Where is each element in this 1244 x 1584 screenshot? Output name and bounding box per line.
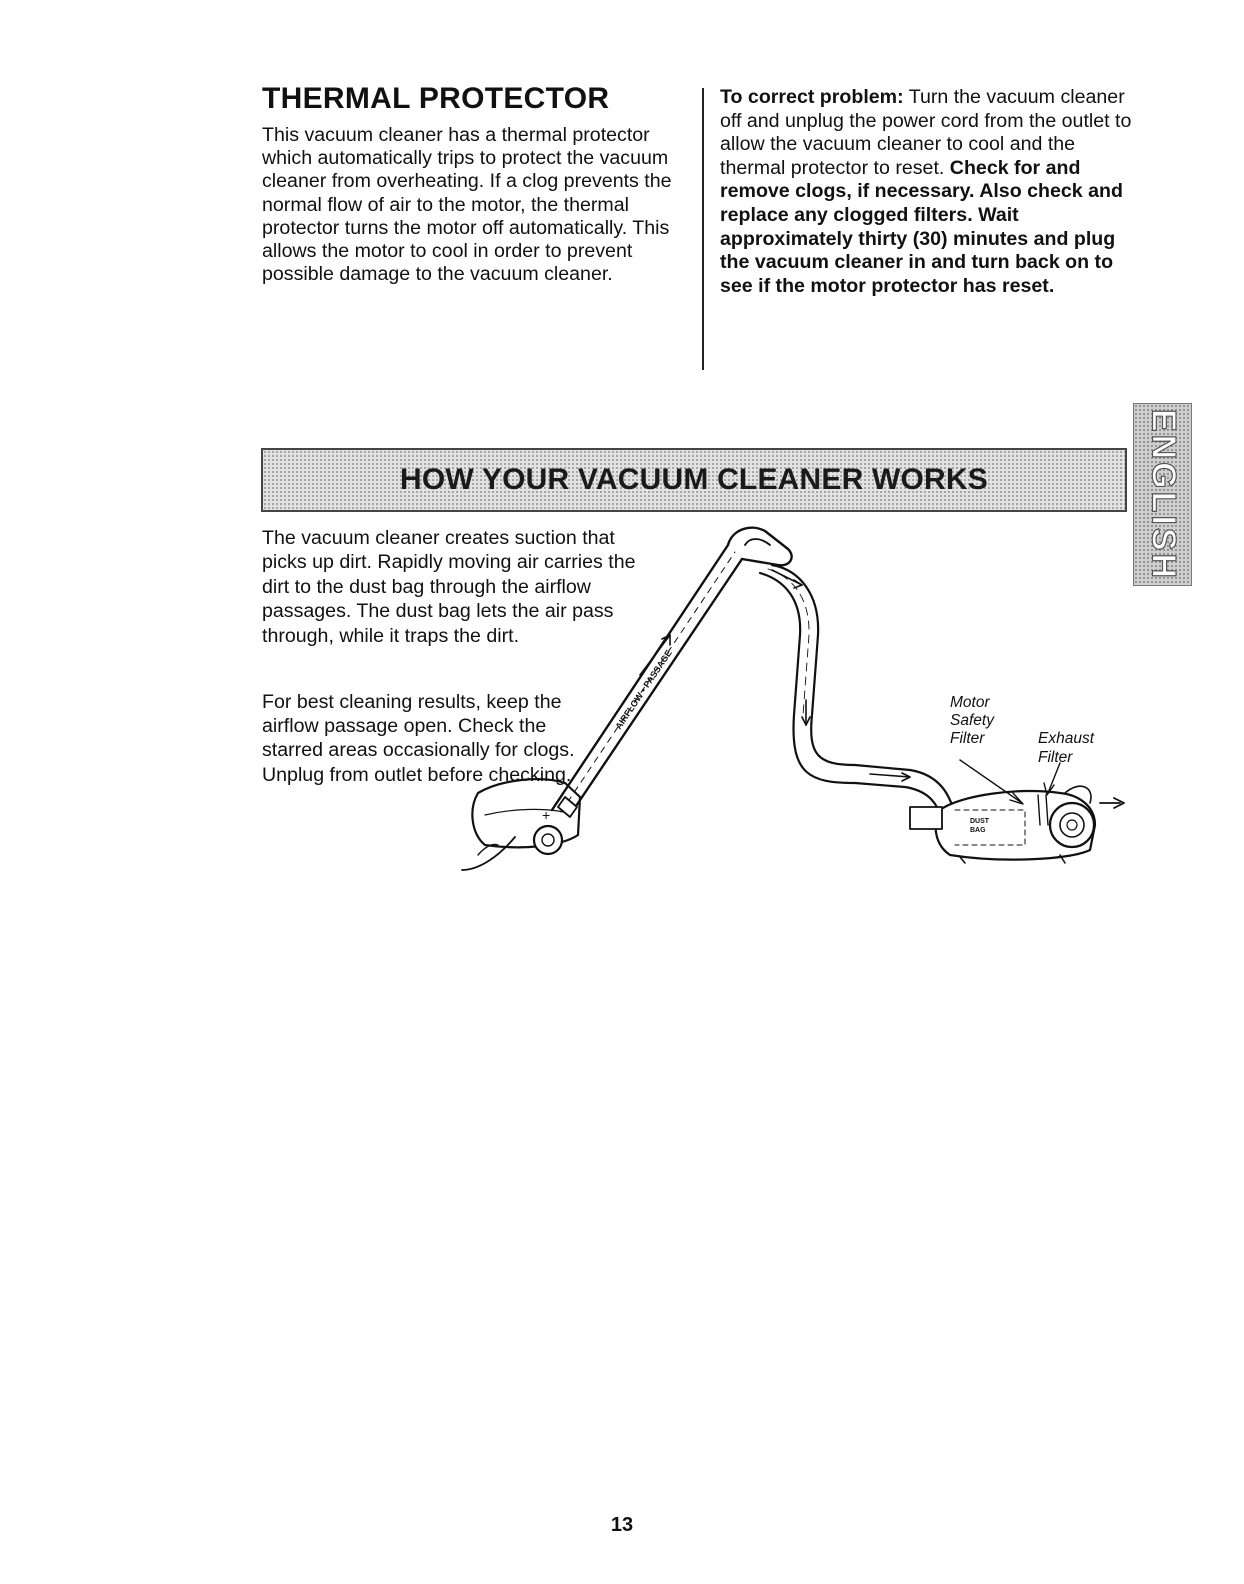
exhaust-filter-label-1: Exhaust xyxy=(1038,730,1095,747)
correct-problem-bold-text: Check for and remove clogs, if necessary. Also check and replace any clogged filters. Wait approximately thirty (30) minutes and plug the vacuum cleaner in and turn back on to see if the motor protector has reset. xyxy=(720,156,1123,297)
svg-text:+: + xyxy=(542,807,551,823)
correct-problem-block xyxy=(720,86,1145,298)
correct-problem-text: Turn the vacuum cleaner off and unplug the power cord from the outlet to allow the vacuum cleaner to cool and the thermal protector to reset. xyxy=(720,86,1132,179)
thermal-protector-body: This vacuum cleaner has a thermal protector which automatically trips to protect the vacuum cleaner from overheating. If a clog prevents the normal flow of air to the motor, the thermal protector turns the motor off automatically. This allows the motor to cool in order to prevent possible damage to the vacuum cleaner. xyxy=(262,124,672,286)
section-banner xyxy=(261,448,1127,512)
how-it-works-paragraph-1: The vacuum cleaner creates suction that picks up dirt. Rapidly moving air carries the dirt to the dust bag through the airflow passages. The dust bag lets the air pass through, while it traps the dirt. xyxy=(262,527,636,647)
language-side-tab xyxy=(1133,403,1192,586)
how-it-works-title: HOW YOUR VACUUM CLEANER WORKS xyxy=(399,463,989,496)
motor-safety-filter-label-2: Safety xyxy=(950,712,994,729)
page-number: 13 xyxy=(610,1514,634,1536)
handle-illustration xyxy=(728,528,792,566)
wand-illustration xyxy=(552,545,742,817)
airflow-arrows xyxy=(640,570,910,781)
correct-problem-lead: To correct problem: xyxy=(720,86,904,108)
language-tab-label: ENGLISH xyxy=(1144,408,1182,581)
exhaust-filter-label-2: Filter xyxy=(1038,749,1073,766)
how-it-works-paragraph-2: For best cleaning results, keep the airflow passage open. Check the starred areas occasionally for clogs. Unplug from outlet before checking. xyxy=(262,691,575,786)
airflow-passage-label: AIRFLOW • PASSAGE xyxy=(613,648,674,732)
thermal-protector-title: THERMAL PROTECTOR xyxy=(262,82,610,115)
hose-illustration xyxy=(760,565,955,820)
dust-bag-label-2: BAG xyxy=(970,827,986,834)
dust-bag-label-1: DUST xyxy=(970,818,990,825)
column-divider xyxy=(702,88,704,370)
vacuum-airflow-diagram xyxy=(440,525,1140,900)
motor-safety-filter-label-1: Motor xyxy=(950,694,990,711)
motor-safety-filter-label-3: Filter xyxy=(950,730,985,747)
